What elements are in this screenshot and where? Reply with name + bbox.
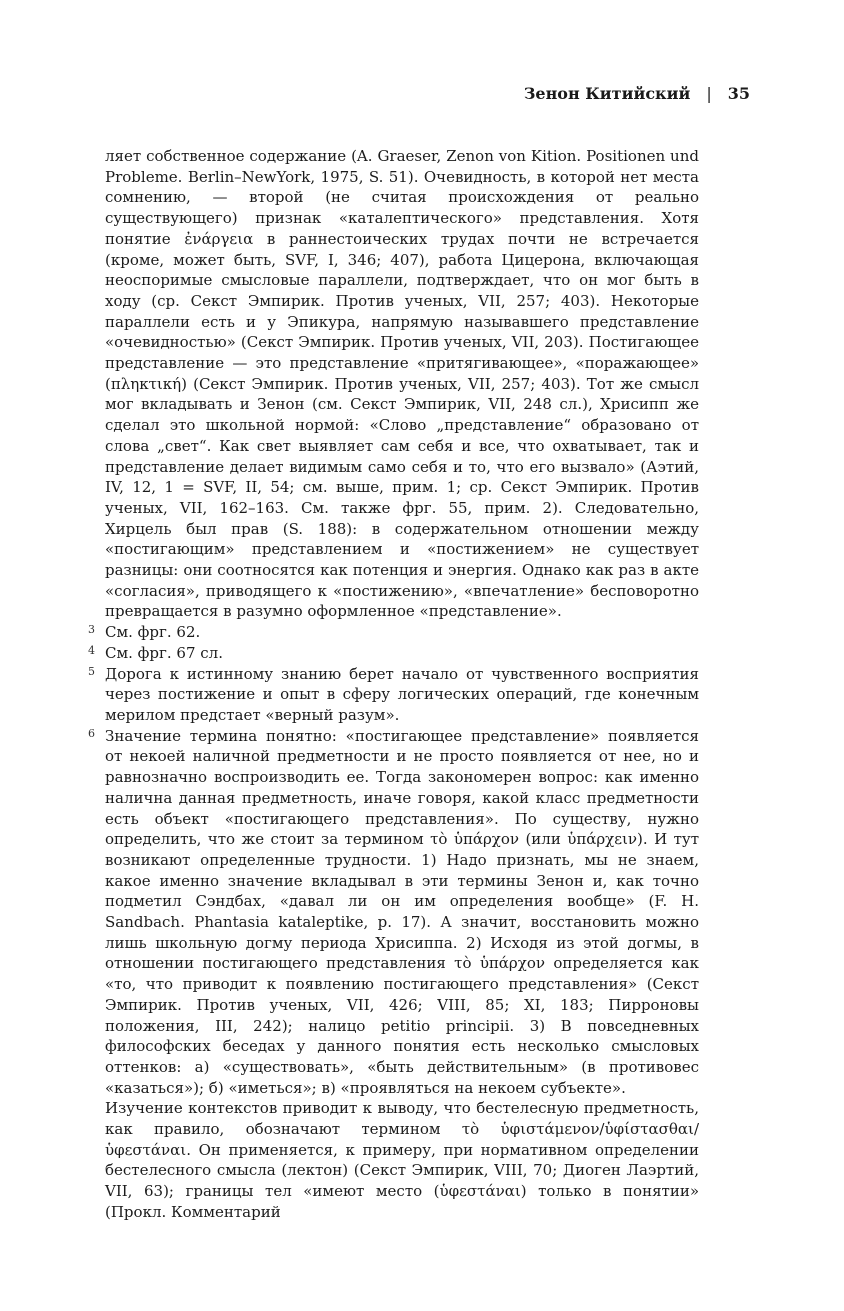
footnote-number: 3 (88, 623, 95, 637)
footnote-number: 6 (88, 726, 95, 740)
footnote-3 (88, 622, 699, 643)
running-header (524, 84, 750, 103)
page-number: 35 (727, 84, 750, 103)
footnote-number: 4 (88, 643, 95, 657)
footnotes-block (88, 146, 699, 1223)
footnote-6 (88, 726, 699, 1099)
footnote-continuation: ляет собственное содержание (A. Graeser, Zenon von Kition. Positionen und Probleme. Berlin–NewYork, 1975, S. 51). Очевидность, в которой нет места сомнению, — второй (не считая происхождения от реально существующего) признак «каталептического» представления. Хотя понятие ἐνάργεια в раннестоических трудах почти не встречается (кроме, может быть, SVF, I, 346; 407), работа Цицерона, включающая неоспоримые смысловые параллели, подтверждает, что он мог быть в ходу (ср. Секст Эмпирик. Против ученых, VII, 257; 403). Некоторые параллели есть и у Эпикура, напрямую называвшего представление «очевидностью» (Секст Эмпирик. Против ученых, VII, 203). Постигающее представление — это представление «притягивающее», «поражающее» (πληκτική) (Секст Эмпирик. Против ученых, VII, 257; 403). Тот же смысл мог вкладывать и Зенон (см. Секст Эмпирик, VII, 248 сл.), Хрисипп же сделал это школьной нормой: «Слово „представление“ образовано от слова „свет“. Как свет выявляет сам себя и все, что охватывает, так и представление делает видимым само себя и то, что его вызвало» (Аэтий, IV, 12, 1 = SVF, II, 54; см. выше, прим. 1; ср. Секст Эмпирик. Против ученых, VII, 162–163. См. также фрг. 55, прим. 2). Следовательно, Хирцель был прав (S. 188): в содержательном отношении между «постигающим» представлением и «постижением» не существует разницы: они соотносятся как потенция и энергия. Однако как раз в акте «согласия», приводящего к «постижению», «впечатление» бесповоротно превращается в разумно оформленное «представление». (105, 147, 699, 621)
footnote-4 (88, 643, 699, 664)
header-separator: | (706, 84, 712, 103)
footnote-text: См. фрг. 67 сл. (105, 643, 223, 662)
footnote-5 (88, 664, 699, 726)
footnote-text: Значение термина понятно: «постигающее представление» появляется от некоей наличной предметности и не просто появляется от нее, но и равнозначно воспроизводить ее. Тогда закономерен вопрос: как именно налична данная предметность, иначе говоря, какой класс предметности есть объект «постигающего представления». По существу, нужно определить, что же стоит за термином τὸ ὑπάρχον (или ὑπάρχειν). И тут возникают определенные трудности. 1) Надо признать, мы не знаем, какое именно значение вкладывал в эти термины Зенон и, как точно подметил Сэндбах, «давал ли он им определения вообще» (F. H. Sandbach. Phantasia kataleptike, p. 17). А значит, восстановить можно лишь школьную догму периода Хрисиппа. 2) Исходя из этой догмы, в отношении постигающего представления τὸ ὑπάρχον определяется как «то, что приводит к появлению постигающего представления» (Секст Эмпирик. Против ученых, VII, 426; VIII, 85; XI, 183; Пирроновы положения, III, 242); налицо petitio principii. 3) В повседневных философских беседах у данного понятия есть несколько смысловых оттенков: а) «существовать», «быть действительным» (в противовес «казаться»); б) «иметься»; в) «проявляться на некоем субъекте». (105, 726, 699, 1097)
footnote-6-continuation: Изучение контекстов приводит к выводу, что бестелесную предметность, как правило, обозначают термином τὸ ὑφιστάμενον/ὑφίστασθαι/ὑφεστάναι. Он применяется, к примеру, при нормативном определении бестелесного смысла (лектон) (Секст Эмпирик, VIII, 70; Диоген Лаэртий, VII, 63); границы тел «имеют место (ὑφεστάναι) только в понятии» (Прокл. Комментарий (105, 1099, 699, 1221)
footnote-text: См. фрг. 62. (105, 623, 201, 642)
running-title: Зенон Китийский (523, 84, 691, 103)
footnote-text: Дорога к истинному знанию берет начало от чувственного восприятия через постижение и опыт в сферу логических операций, где конечным мерилом предстает «верный разум». (105, 664, 699, 724)
footnote-number: 5 (88, 664, 95, 678)
